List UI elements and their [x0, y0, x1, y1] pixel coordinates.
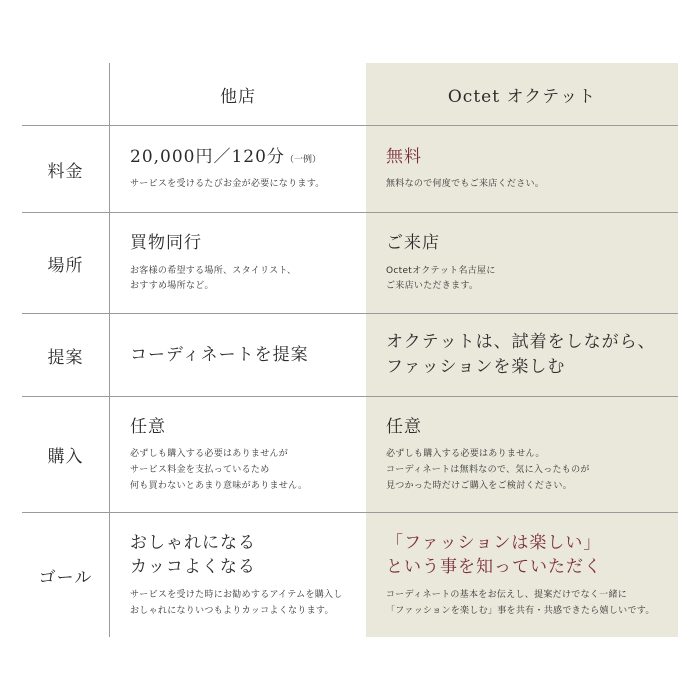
price-octet-cell [366, 126, 678, 213]
price-other-cell [109, 126, 366, 213]
purchase-other-desc: 必ずしも購入する必要はありませんが サービス料金を支払っているため 何も買わないとあまり意味がありません。 [130, 449, 308, 491]
purchase-octet-desc: 必ずしも購入する必要はありません。 コーディネートは無料なので、気に入ったものが 見つかった時だけご購入をご検討ください。 [386, 449, 590, 491]
goal-octet-cell [366, 513, 678, 637]
place-octet-desc: Octetオクテット名古屋に ご来店いただきます。 [386, 265, 496, 292]
purchase-other-cell [109, 397, 366, 513]
purchase-octet-cell [366, 397, 678, 513]
price-other-desc: サービスを受けるたびお金が必要になります。 [130, 179, 325, 190]
place-octet-cell [366, 213, 678, 314]
price-other-title: 20,000円／120分（一例） [130, 146, 321, 167]
header-octet-label: Octet オクテット [447, 86, 597, 107]
place-other-desc: お客様の希望する場所、スタイリスト、 おすすめ場所など。 [130, 265, 297, 292]
header-other-label: 他店 [220, 86, 256, 107]
place-octet-title: ご来店 [386, 232, 440, 253]
purchase-octet-title: 任意 [386, 416, 422, 437]
proposal-other-title: コーディネートを提案 [130, 344, 309, 365]
price-example-note: （一例） [284, 154, 321, 165]
goal-octet-desc: コーディネートの基本をお伝えし、提案だけでなく一緒に 「ファッションを楽しむ」事を共有・共感できたら嬉しいです。 [386, 589, 655, 616]
place-other-title: 買物同行 [130, 232, 202, 253]
comparison-table [22, 63, 678, 637]
proposal-octet-title: オクテットは、試着をしながら、 ファッションを楽しむ [386, 332, 656, 377]
price-octet-desc: 無料なので何度でもご来店ください。 [386, 179, 545, 190]
header-octet [366, 63, 678, 126]
row-label-goal: ゴール [38, 567, 93, 588]
row-label-place: 場所 [22, 213, 109, 314]
price-octet-title: 無料 [386, 146, 422, 167]
row-label-price: 料金 [22, 126, 109, 213]
header-empty-cell [22, 63, 109, 126]
proposal-other-cell [109, 314, 366, 397]
purchase-other-title: 任意 [130, 416, 166, 437]
goal-other-desc: サービスを受けた時にお勧めするアイテムを購入し おしゃれになりいつもよりカッコよくなります。 [130, 589, 343, 616]
goal-octet-title: 「ファッションは楽しい」 という事を知っていただく [386, 532, 602, 578]
goal-other-cell [109, 513, 366, 637]
row-label-purchase: 購入 [22, 397, 109, 513]
proposal-octet-cell [366, 314, 678, 397]
goal-other-title: おしゃれになる カッコよくなる [130, 532, 256, 578]
row-label-proposal: 提案 [22, 314, 109, 397]
header-other-shops [109, 63, 366, 126]
place-other-cell [109, 213, 366, 314]
